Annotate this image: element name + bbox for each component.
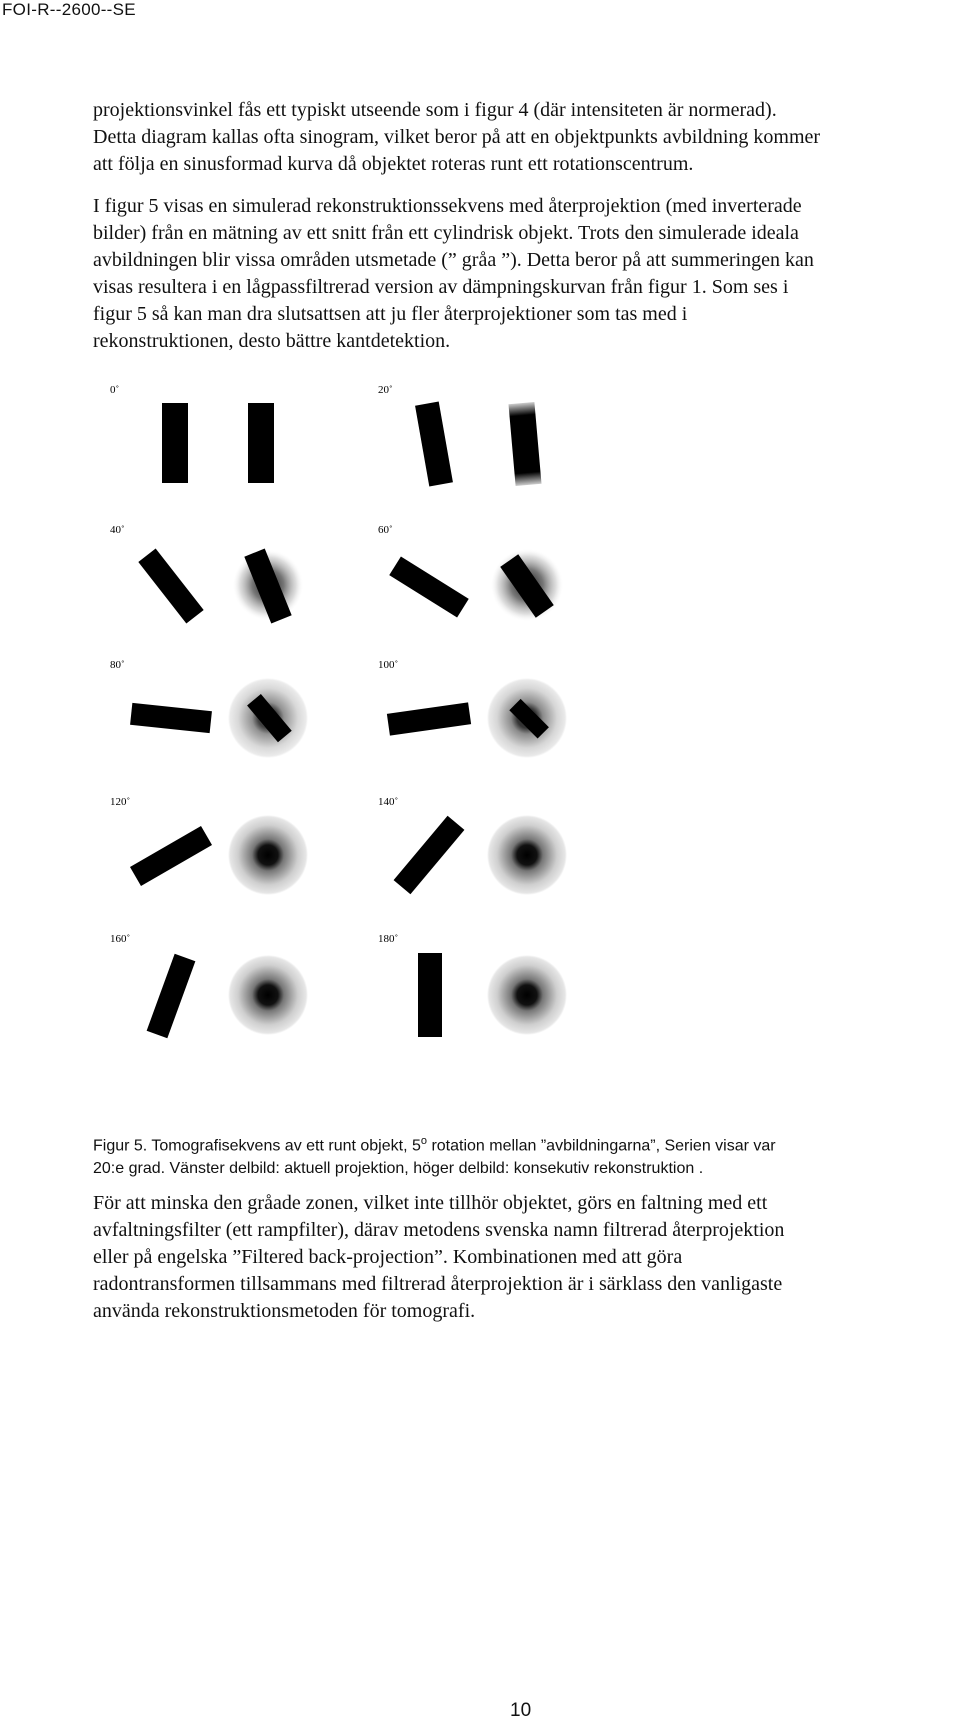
text-line: visas resultera i en lågpassfiltrerad version av dämpningskurvan från figur 1. Som ses i: [93, 276, 789, 298]
text-line: radontransformen tillsammans med filtrerad återprojektion är i särklass den vanligaste: [93, 1273, 783, 1295]
text-line: Detta diagram kallas ofta sinogram, vilket beror på att en objektpunkts avbildning kommer: [93, 126, 821, 148]
page-number: 10: [510, 1700, 532, 1721]
angle-label: 140˚: [378, 796, 399, 808]
projection-bar: [394, 816, 465, 894]
text-line: bilder) från en mätning av ett snitt från ett cylindrisk objekt. Trots den simulerade ideala: [93, 222, 799, 244]
paragraph-sinogram: [93, 97, 960, 178]
caption-text: rotation mellan ”avbildningarna”, Serien visar var: [427, 1137, 776, 1155]
angle-label: 60˚: [378, 524, 393, 536]
angle-label: 0˚: [110, 384, 120, 396]
text-line: avbildningen blir vissa områden utsmetade (” gråa ”). Detta beror på att summeringen kan: [93, 249, 814, 271]
projection-bar: [415, 402, 453, 487]
text-line: projektionsvinkel fås ett typiskt utseende som i figur 4 (där intensiteten är normerad).: [93, 99, 777, 121]
angle-label: 20˚: [378, 384, 393, 396]
angle-label: 80˚: [110, 659, 125, 671]
paragraph-figure-5-intro: [93, 193, 960, 355]
tomography-sequence-figure: [100, 375, 625, 1065]
angle-label: 160˚: [110, 933, 131, 945]
text-line: I figur 5 visas en simulerad rekonstruktionssekvens med återprojektion (med inverterade: [93, 195, 802, 217]
projection-bar: [389, 556, 469, 617]
degree-superscript: o: [420, 1135, 427, 1147]
caption-line: [93, 1130, 933, 1157]
text-line: eller på engelska ”Filtered back-projection”. Kombinationen med att göra: [93, 1246, 683, 1268]
reconstruction-disc: [228, 815, 308, 895]
angle-label: 180˚: [378, 933, 399, 945]
projection-bar: [130, 703, 212, 733]
projection-bar: [147, 954, 196, 1039]
angle-label: 120˚: [110, 796, 131, 808]
projection-bar: [387, 702, 471, 735]
text-line: använda rekonstruktionsmetoden för tomografi.: [93, 1300, 476, 1322]
reconstruction-disc: [228, 955, 308, 1035]
angle-label: 40˚: [110, 524, 125, 536]
angle-label: 100˚: [378, 659, 399, 671]
text-line: att följa en sinusformad kurva då objektet roteras runt ett rotationscentrum.: [93, 153, 694, 175]
reconstruction-disc: [487, 955, 567, 1035]
caption-line: 20:e grad. Vänster delbild: aktuell projektion, höger delbild: konsekutiv rekonstruktion .: [93, 1160, 704, 1178]
text-line: För att minska den gråade zonen, vilket inte tillhör objektet, görs en faltning med ett: [93, 1192, 768, 1214]
text-line: avfaltningsfilter (ett rampfilter), därav metodens svenska namn filtrerad återprojektion: [93, 1219, 785, 1241]
text-line: rekonstruktionen, desto bättre kantdetektion.: [93, 330, 451, 352]
figure-caption: [93, 1130, 933, 1180]
document-id: FOI-R--2600--SE: [2, 0, 136, 19]
text-line: figur 5 så kan man dra slutsattsen att ju fler återprojektioner som tas med i: [93, 303, 688, 325]
paragraph-filtered-backprojection: [93, 1190, 960, 1325]
reconstruction-bar: [508, 402, 541, 486]
caption-text: Figur 5. Tomografisekvens av ett runt objekt, 5: [93, 1137, 421, 1155]
reconstruction-bar: [248, 403, 274, 483]
projection-bar: [418, 953, 442, 1037]
reconstruction-disc: [487, 815, 567, 895]
projection-bar: [130, 826, 212, 886]
figure-svg: [100, 375, 625, 1065]
projection-bar: [138, 548, 203, 623]
projection-bar: [162, 403, 188, 483]
